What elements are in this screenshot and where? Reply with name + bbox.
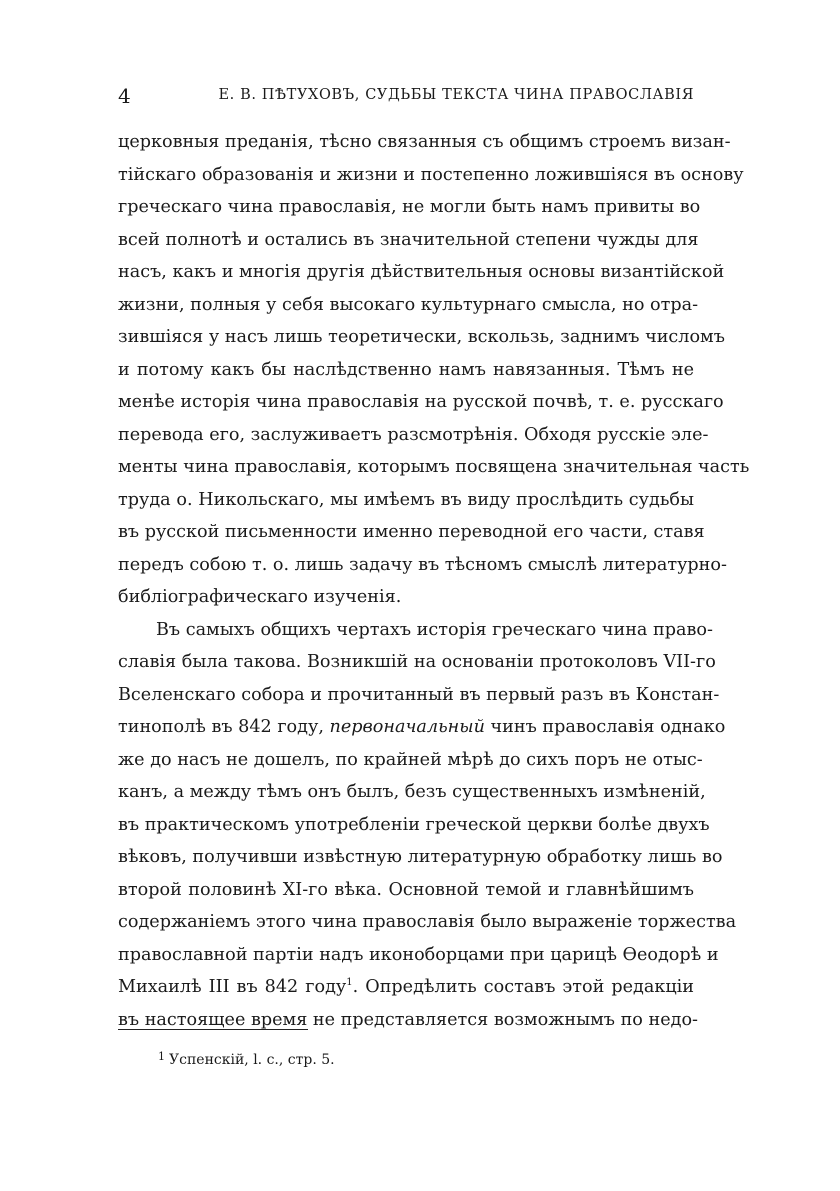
footnote-marker: 1 bbox=[158, 1050, 165, 1063]
text-line: вѣковъ, получивши извѣстную литературную обработку лишь во bbox=[118, 847, 723, 867]
text-line: въ русской письменности именно переводной его части, ставя bbox=[118, 522, 705, 542]
text-line: же до насъ не дошелъ, по крайней мѣрѣ до сихъ поръ не отыс- bbox=[118, 749, 703, 770]
text-line: перевода его, заслуживаетъ разсмотрѣнія. Обходя русскіе эле- bbox=[118, 424, 709, 445]
paragraph-1 bbox=[118, 126, 750, 614]
text-line bbox=[118, 711, 726, 744]
text-line: греческаго чина православія, не могли быть намъ привиты во bbox=[118, 197, 701, 217]
footnote-divider bbox=[118, 1029, 308, 1030]
text-line: церковныя преданія, тѣсно связанныя съ общимъ строемъ визан- bbox=[118, 132, 731, 152]
text-line: насъ, какъ и многія другія дѣйствительныя основы византійской bbox=[118, 262, 725, 282]
text-line: библіографическаго изученія. bbox=[118, 587, 402, 607]
paragraph-2 bbox=[118, 614, 737, 1037]
text-segment: . Опредѣлить составъ этой редакціи bbox=[352, 977, 694, 997]
text-line: содержаніемъ этого чина православія было выраженіе торжества bbox=[118, 912, 737, 932]
text-line: канъ, а между тѣмъ онъ былъ, безъ существенныхъ измѣненій, bbox=[118, 782, 706, 802]
text-line: въ практическомъ употребленіи греческой церкви болѣе двухъ bbox=[118, 814, 710, 835]
footnote-text: Успенскій, l. c., стр. 5. bbox=[169, 1052, 335, 1068]
text-line: Вселенскаго собора и прочитанный въ первый разъ въ Констан- bbox=[118, 684, 720, 705]
text-line: православной партіи надъ иконоборцами при царицѣ Ѳеодорѣ и bbox=[118, 944, 719, 965]
text-line: славія была такова. Возникшій на основаніи протоколовъ VII-го bbox=[118, 652, 716, 672]
text-line: жизни, полныя у себя высокаго культурнаго смысла, но отра- bbox=[118, 294, 699, 315]
text-line: въ настоящее время не представляется возможнымъ по недо- bbox=[118, 1009, 699, 1030]
footnote bbox=[158, 1050, 335, 1068]
text-line: зившіяся у насъ лишь теоретически, вскользь, заднимъ числомъ bbox=[118, 327, 725, 347]
body-text bbox=[118, 126, 750, 1036]
text-line: всей полнотѣ и остались въ значительной степени чужды для bbox=[118, 229, 699, 250]
italic-emphasis: первоначальный bbox=[329, 717, 485, 737]
page-header bbox=[118, 84, 694, 114]
text-line: и потому какъ бы наслѣдственно намъ навязанныя. Тѣмъ не bbox=[118, 359, 694, 380]
text-segment: чинъ православія однако bbox=[484, 717, 726, 737]
text-line: передъ собою т. о. лишь задачу въ тѣсномъ смыслѣ литературно- bbox=[118, 554, 727, 575]
page-number: 4 bbox=[118, 84, 131, 108]
text-segment: тинополѣ въ 842 году, bbox=[118, 717, 330, 737]
running-title: Е. В. ПѢТУХОВЪ, СУДЬБЫ ТЕКСТА ЧИНА ПРАВОСЛАВІЯ bbox=[218, 87, 694, 103]
text-line: Въ самыхъ общихъ чертахъ исторія греческаго чина право- bbox=[156, 619, 713, 640]
text-segment: Михаилѣ III въ 842 году bbox=[118, 977, 347, 997]
text-line: второй половинѣ XI-го вѣка. Основной темой и главнѣйшимъ bbox=[118, 879, 694, 900]
text-line: менѣе исторія чина православія на русской почвѣ, т. е. русскаго bbox=[118, 392, 724, 412]
text-line: тійскаго образованія и жизни и постепенно ложившіяся въ основу bbox=[118, 164, 744, 185]
text-line: труда о. Никольскаго, мы имѣемъ въ виду прослѣдить судьбы bbox=[118, 489, 694, 510]
footnote-reference[interactable]: 1 bbox=[346, 977, 353, 989]
text-line bbox=[118, 971, 694, 1004]
text-line: менты чина православія, которымъ посвящена значительная часть bbox=[118, 457, 750, 477]
